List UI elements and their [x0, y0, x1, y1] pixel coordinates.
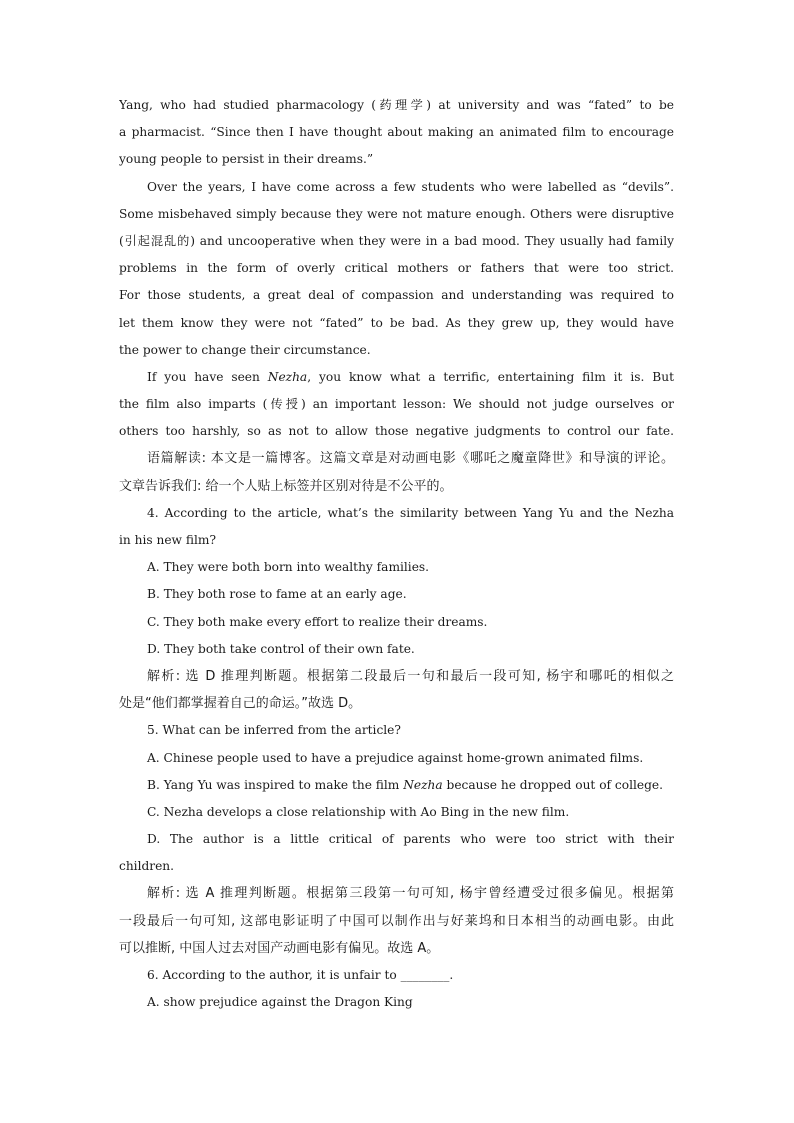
option-c: C. Nezha develops a close relationship with Ao Bing in the new film.	[147, 804, 570, 819]
passage-line: problems in the form of overly critical mothers or fathers that were too strict.	[119, 261, 674, 276]
question-stem-line: in his new film?	[119, 533, 216, 547]
passage-line: For those students, a great deal of compassion and understanding was required to	[119, 288, 674, 303]
passage-line: let them know they were not “fated” to be bad. As they grew up, they would have	[119, 315, 674, 330]
summary-section	[119, 445, 674, 499]
option-c: C. They both make every effort to realize their dreams.	[147, 614, 488, 629]
passage-line: the power to change their circumstance.	[119, 342, 371, 357]
explanation-line: 解析: 选 A 推理判断题。根据第三段第一句可知, 杨宇曾经遭受过很多偏见。根据第	[147, 886, 674, 902]
passage-section	[119, 92, 674, 445]
passage-line: young people to persist in their dreams.”	[119, 152, 374, 167]
option-a: A. show prejudice against the Dragon King	[147, 995, 413, 1010]
option-a: A. They were both born into wealthy families.	[147, 560, 430, 575]
option-a: A. Chinese people used to have a prejudice against home-grown animated films.	[147, 750, 644, 765]
passage-line: others too harshly, so as not to allow those negative judgments to control our fate.	[119, 424, 674, 439]
passage-line: Over the years, I have come across a few students who were labelled as “devils”.	[147, 179, 674, 194]
question-5	[119, 717, 674, 962]
option-d-continued: children.	[119, 859, 175, 874]
explanation-line: 一段最后一句可知, 这部电影证明了中国可以制作出与好莱坞和日本相当的动画电影。由此	[119, 913, 674, 929]
question-4	[119, 500, 674, 718]
explanation-line: 解析: 选 D 推理判断题。根据第二段最后一句和最后一段可知, 杨宇和哪吒的相似之	[147, 668, 674, 684]
summary-line: 文章告诉我们: 给一个人贴上标签并区别对待是不公平的。	[119, 478, 453, 494]
option-d: D. The author is a little critical of parents who were too strict with their	[147, 832, 674, 847]
option-b: B. Yang Yu was inspired to make the film Nezha because he dropped out of college.	[147, 777, 663, 792]
explanation-line: 可以推断, 中国人过去对国产动画电影有偏见。故选 A。	[119, 940, 440, 956]
question-stem-line: 6. According to the author, it is unfair to ________.	[147, 968, 454, 982]
passage-line: If you have seen Nezha, you know what a terrific, entertaining film it is. But	[147, 369, 674, 384]
passage-line: Some misbehaved simply because they were not mature enough. Others were disruptive	[119, 206, 674, 221]
passage-line: a pharmacist. “Since then I have thought about making an animated film to encourage	[119, 125, 674, 140]
option-b: B. They both rose to fame at an early age.	[147, 587, 407, 602]
option-d: D. They both take control of their own fate.	[147, 641, 415, 656]
passage-line: the film also imparts (传授) an important lesson: We should not judge ourselves or	[119, 397, 674, 412]
document-body	[119, 92, 674, 1016]
question-stem-line: 4. According to the article, what’s the similarity between Yang Yu and the Nezha	[147, 505, 674, 520]
passage-line: (引起混乱的) and uncooperative when they were in a bad mood. They usually had family	[119, 233, 674, 248]
explanation-line: 处是“他们都掌握着自己的命运。”故选 D。	[119, 696, 362, 712]
question-stem-line: 5. What can be inferred from the article?	[147, 723, 401, 738]
passage-line: Yang, who had studied pharmacology (药理学) at university and was “fated” to be	[119, 98, 674, 112]
summary-line: 语篇解读: 本文是一篇博客。这篇文章是对动画电影《哪吒之魔童降世》和导演的评论。	[147, 451, 674, 467]
question-6	[119, 962, 674, 1016]
